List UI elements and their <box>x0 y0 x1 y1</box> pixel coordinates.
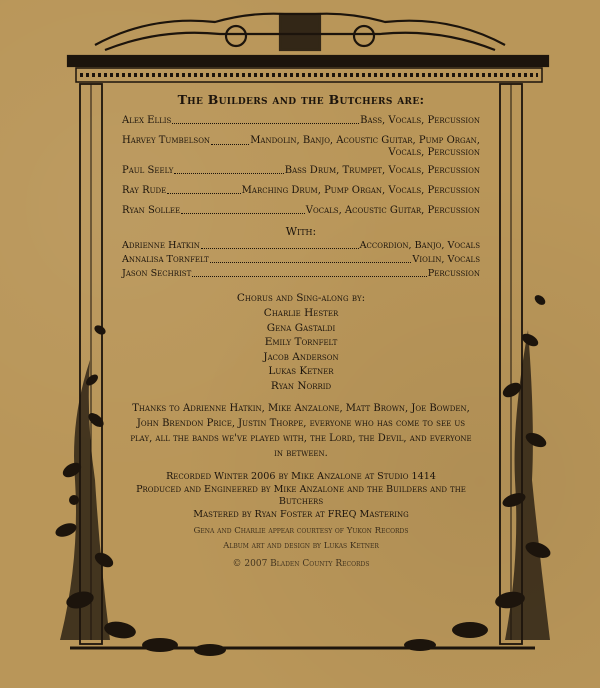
guest-role: Accordion, Banjo, Vocals <box>359 240 480 251</box>
member-row <box>122 185 480 197</box>
guest-role: Percussion <box>427 268 480 279</box>
guest-name: Jason Sechrist <box>122 268 192 279</box>
member-name: Paul Seely <box>122 165 174 176</box>
member-row <box>122 115 480 127</box>
dot-leader <box>201 248 359 249</box>
member-row <box>122 205 480 217</box>
dot-leader <box>192 276 427 277</box>
thanks-paragraph: Thanks to Adrienne Hatkin, Mike Anzalone, Matt Brown, Joe Bowden, John Brendon Price, Justin Thorpe, everyone who has come to see us play, all the bands we've played with, the Lord, the Devil, and everyone in between. <box>130 403 472 459</box>
guest-name: Adrienne Hatkin <box>122 240 200 251</box>
copyright-notice: © 2007 Bladen County Records <box>232 559 370 569</box>
dot-leader <box>172 123 359 124</box>
dot-leader <box>174 173 283 174</box>
chorus-name: Jacob Anderson <box>263 350 339 363</box>
member-name: Alex Ellis <box>122 115 172 126</box>
recorded-credit: Recorded Winter 2006 by Mike Anzalone at Studio 1414 <box>166 471 436 482</box>
courtesy-note: Gena and Charlie appear courtesy of Yukon Records <box>193 526 409 536</box>
guest-row <box>122 240 480 252</box>
member-row <box>122 135 480 159</box>
member-row <box>122 165 480 177</box>
dot-leader <box>167 193 240 194</box>
chorus-name: Gena Gastaldi <box>266 321 336 334</box>
mastered-credit: Mastered by Ryan Foster at FREQ Mastering <box>193 508 409 520</box>
with-heading: With: <box>285 225 317 238</box>
produced-credit: Produced and Engineered by Mike Anzalone and the Builders and the Butchers <box>136 483 466 507</box>
liner-notes-text <box>122 92 480 569</box>
chorus-heading: Chorus and Sing-along by: <box>236 292 366 304</box>
member-role: Bass, Vocals, Percussion <box>360 115 480 126</box>
dot-leader <box>210 262 412 263</box>
member-name: Harvey Tumbelson <box>122 135 211 146</box>
chorus-name: Lukas Ketner <box>268 365 334 377</box>
album-art-credit: Album art and design by Lukas Ketner <box>223 541 379 551</box>
member-name: Ray Rude <box>122 185 167 196</box>
recording-credits <box>122 471 480 521</box>
guest-row <box>122 254 480 266</box>
member-role: Vocals, Acoustic Guitar, Percussion <box>305 205 480 216</box>
band-heading: The Builders and the Butchers are: <box>177 92 425 107</box>
member-role: Mandolin, Banjo, Acoustic Guitar, Pump Organ, Vocals, Percussion <box>250 135 480 158</box>
guest-row <box>122 268 480 280</box>
chorus-name: Emily Tornfelt <box>264 336 338 348</box>
dot-leader <box>181 213 305 214</box>
member-role: Bass Drum, Trumpet, Vocals, Percussion <box>284 165 480 176</box>
guest-name: Annalisa Tornfelt <box>122 254 209 265</box>
member-name: Ryan Sollee <box>122 205 181 216</box>
dot-leader <box>211 144 249 145</box>
member-role: Marching Drum, Pump Organ, Vocals, Percussion <box>241 185 480 196</box>
chorus-list <box>122 306 480 393</box>
chorus-name: Ryan Norrid <box>270 379 332 392</box>
guest-role: Violin, Vocals <box>412 254 480 265</box>
chorus-name: Charlie Hester <box>263 307 339 319</box>
